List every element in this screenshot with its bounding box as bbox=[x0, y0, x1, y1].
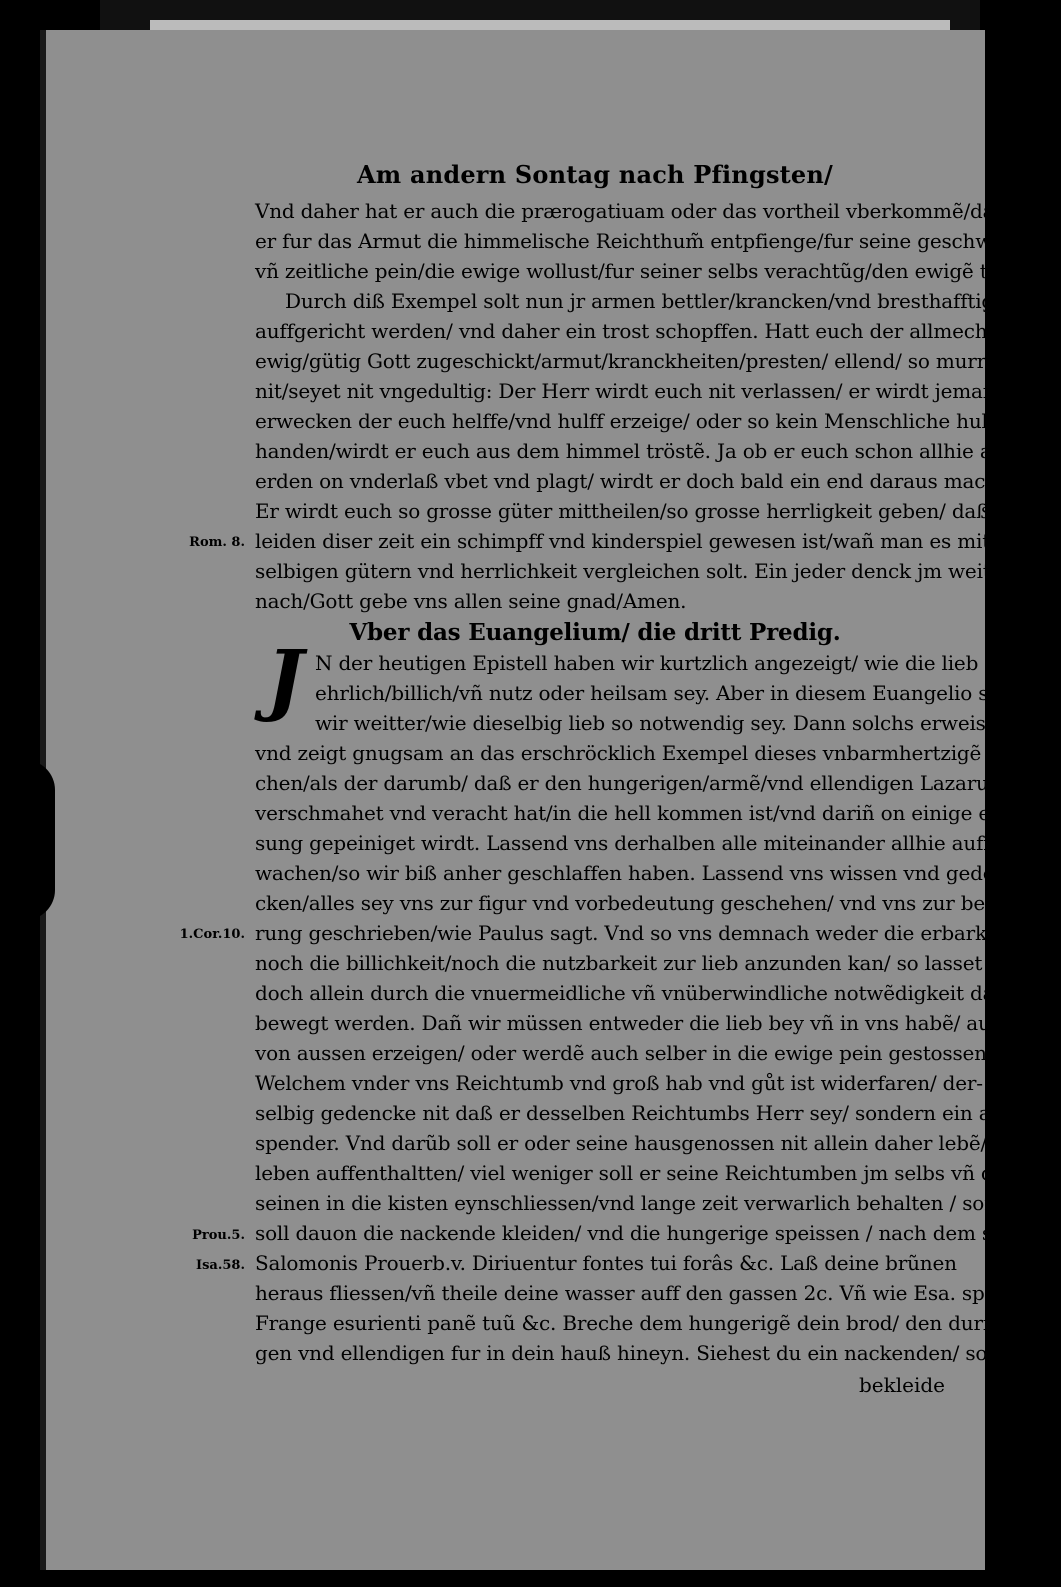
initial-letter: J bbox=[266, 634, 304, 725]
text-line: noch die billichkeit/noch die nutzbarkeit zur lieb anzunden kan/ so lasset vns bbox=[255, 951, 1023, 975]
margin-note: 1.Cor.10. bbox=[179, 927, 245, 942]
margin-note: Isa.58. bbox=[196, 1258, 245, 1273]
text-line: erwecken der euch helffe/vnd hulff erzeige/ oder so kein Menschliche hulff fur- bbox=[255, 409, 1045, 433]
text-line: doch allein durch die vnuermeidliche vñ vnüberwindliche notwẽdigkeit darzu bbox=[255, 981, 1027, 1005]
text-line: sung gepeiniget wirdt. Lassend vns derhalben alle miteinander allhie auff- bbox=[255, 831, 997, 855]
text-line: handen/wirdt er euch aus dem himmel tröstẽ. Ja ob er euch schon allhie auff bbox=[255, 439, 1019, 463]
running-head: Am andern Sontag nach Pfingsten/ bbox=[356, 160, 834, 189]
text-line: gen vnd ellendigen fur in dein hauß hineyn. Siehest du ein nackenden/ so bbox=[255, 1341, 988, 1365]
text-line: er fur das Armut die himmelische Reichthum̃ entpfienge/fur seine geschwär bbox=[255, 229, 1014, 253]
text-line: bewegt werden. Dañ wir müssen entweder die lieb bey vñ in vns habẽ/ auch bbox=[255, 1011, 1015, 1035]
text-line: vñ zeitliche pein/die ewige wollust/fur seiner selbs verachtũg/den ewigẽ trost. bbox=[255, 259, 1033, 283]
text-line: soll dauon die nackende kleiden/ vnd die hungerige speissen / nach dem spruch bbox=[255, 1221, 1051, 1245]
margin-note: Rom. 8. bbox=[189, 535, 245, 550]
text-line: chen/als der darumb/ daß er den hungerigen/armẽ/vnd ellendigen Lazarum bbox=[255, 771, 1008, 795]
text-line: nach/Gott gebe vns allen seine gnad/Amen. bbox=[255, 589, 687, 613]
text-line: ewig/gütig Gott zugeschickt/armut/kranckheiten/presten/ ellend/ so murret bbox=[255, 349, 1006, 373]
text-line: leiden diser zeit ein schimpff vnd kinderspiel gewesen ist/wañ man es mit den- bbox=[255, 529, 1040, 553]
text-line: Vnd daher hat er auch die prærogatiuam oder das vortheil vberkommẽ/daß bbox=[255, 199, 1008, 223]
text-line: ehrlich/billich/vñ nutz oder heilsam sey. Aber in diesem Euangelio sehẽ bbox=[315, 681, 1025, 705]
section-title: Vber das Euangelium/ die dritt Predig. bbox=[349, 619, 841, 646]
text-line: heraus fliessen/vñ theile deine wasser auff den gassen 2c. Vñ wie Esa. spricht: bbox=[255, 1281, 1039, 1305]
text-line: seinen in die kisten eynschliessen/vnd lange zeit verwarlich behalten / sondern bbox=[255, 1191, 1044, 1215]
binding-shadow bbox=[0, 760, 55, 920]
margin-note: Prou.5. bbox=[192, 1228, 245, 1243]
text-line: von aussen erzeigen/ oder werdẽ auch selber in die ewige pein gestossen werdẽ. bbox=[255, 1041, 1061, 1065]
text-line: Er wirdt euch so grosse güter mittheilen/so grosse herrligkeit geben/ daß all bbox=[255, 499, 1020, 523]
text-line: spender. Vnd darũb soll er oder seine hausgenossen nit allein daher lebẽ/vñ jr bbox=[255, 1131, 1033, 1155]
text-line: auffgericht werden/ vnd daher ein trost schopffen. Hatt euch der allmechtig/ bbox=[255, 319, 1021, 343]
text-line: Welchem vnder vns Reichtumb vnd groß hab vnd gůt ist widerfaren/ der- bbox=[255, 1071, 983, 1095]
text-line: N der heutigen Epistell haben wir kurtzlich angezeigt/ wie die lieb so bbox=[315, 651, 1007, 675]
text-line: rung geschrieben/wie Paulus sagt. Vnd so vns demnach weder die erbarkeit/ bbox=[255, 921, 1020, 945]
text-line: vnd zeigt gnugsam an das erschröcklich Exempel dieses vnbarmhertzigẽ Rei- bbox=[255, 741, 1027, 765]
text-line: verschmahet vnd veracht hat/in die hell kommen ist/vnd dariñ on einige erlö- bbox=[255, 801, 1024, 825]
text-line: Frange esurienti panẽ tuũ &c. Breche dem hungerigẽ dein brod/ den durffti- bbox=[255, 1311, 1018, 1335]
text-line: leben auffenthaltten/ viel weniger soll er seine Reichtumben jm selbs vñ den bbox=[255, 1161, 1018, 1185]
text-line: selbigen gütern vnd herrlichkeit vergleichen solt. Ein jeder denck jm weitter bbox=[255, 559, 1020, 583]
text-line: Durch diß Exempel solt nun jr armen bettler/krancken/vnd bresthafftigẽ bbox=[285, 289, 1006, 313]
text-line: cken/alles sey vns zur figur vnd vorbedeutung geschehen/ vnd vns zur besse- bbox=[255, 891, 1024, 915]
text-line: wachen/so wir biß anher geschlaffen haben. Lassend vns wissen vnd geden- bbox=[255, 861, 1014, 885]
text-line: nit/seyet nit vngedultig: Der Herr wirdt euch nit verlassen/ er wirdt jemand bbox=[255, 379, 1009, 403]
catchword: bekleide bbox=[858, 1373, 945, 1397]
text-line: selbig gedencke nit daß er desselben Reichtumbs Herr sey/ sondern ein aus- bbox=[255, 1101, 1020, 1125]
text-line: Salomonis Prouerb.v. Diriuentur fontes tui forâs &c. Laß deine brũnen bbox=[255, 1251, 957, 1275]
text-line: wir weitter/wie dieselbig lieb so notwendig sey. Dann solchs erweist bbox=[315, 711, 994, 735]
text-line: erden on vnderlaß vbet vnd plagt/ wirdt er doch bald ein end daraus machẽ. bbox=[255, 469, 1016, 493]
